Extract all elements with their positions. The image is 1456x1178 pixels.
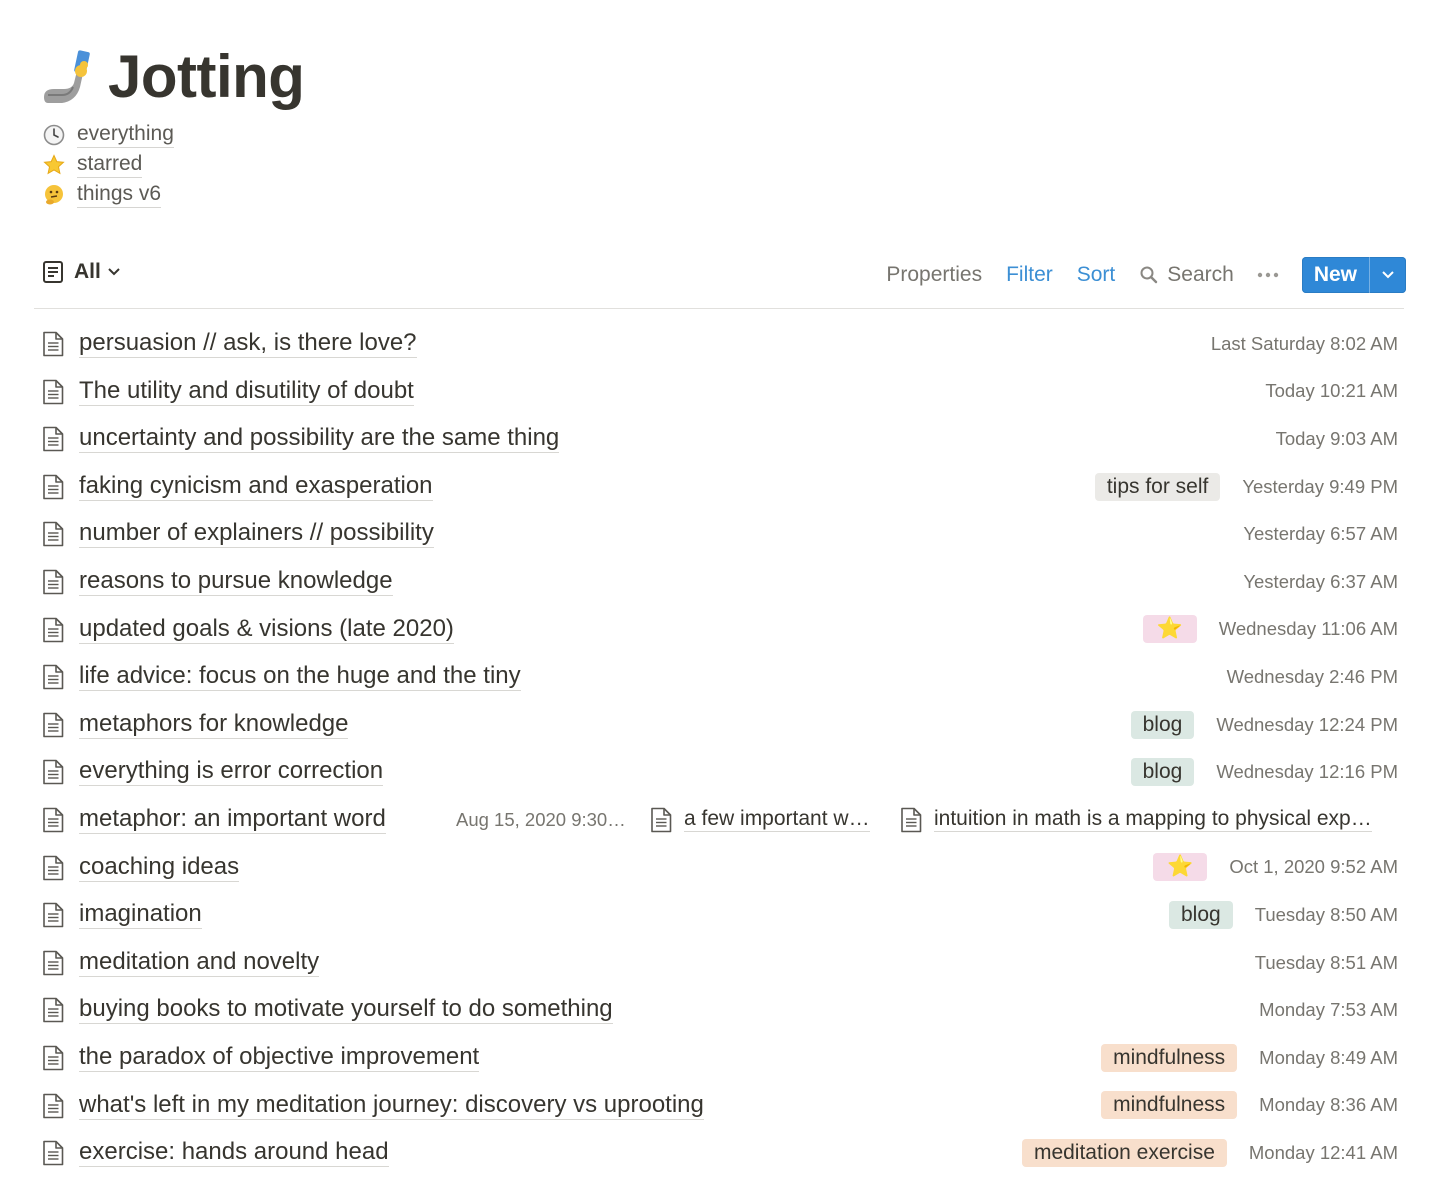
tag-badge: blog — [1131, 758, 1195, 786]
row-date: Last Saturday 8:02 AM — [1210, 332, 1398, 354]
list-item[interactable] — [40, 463, 1398, 511]
document-icon — [42, 664, 64, 690]
page-title-link[interactable]: updated goals & visions (late 2020) — [79, 614, 454, 642]
tag-badge: ⭐ — [1153, 853, 1207, 881]
document-icon — [42, 950, 64, 976]
tag-badge: blog — [1169, 901, 1233, 929]
toolbar-divider — [34, 308, 1404, 309]
row-date: Monday 12:41 AM — [1248, 1141, 1398, 1163]
view-switcher[interactable] — [42, 260, 121, 284]
tag-badge: tips for self — [1095, 473, 1221, 501]
document-icon — [42, 997, 64, 1023]
row-date: Yesterday 9:49 PM — [1242, 475, 1398, 497]
row-meta — [1211, 320, 1398, 368]
row-date: Wednesday 12:24 PM — [1216, 713, 1398, 735]
document-icon — [42, 569, 64, 595]
page-title-link[interactable]: metaphors for knowledge — [79, 709, 349, 737]
relation-link[interactable]: a few important w… — [650, 796, 870, 844]
document-icon — [42, 712, 64, 738]
document-icon — [42, 521, 64, 547]
row-date: Today 10:21 AM — [1265, 380, 1398, 402]
page-title-link[interactable]: life advice: focus on the huge and the tiny — [79, 662, 521, 690]
row-date: Yesterday 6:57 AM — [1243, 523, 1398, 545]
page-title-link[interactable]: coaching ideas — [79, 852, 240, 880]
page-title-link[interactable]: meditation and novelty — [79, 947, 320, 975]
list-item[interactable] — [40, 1034, 1398, 1082]
document-icon — [42, 474, 64, 500]
row-date: Yesterday 6:37 AM — [1243, 570, 1398, 592]
row-meta — [1265, 368, 1398, 416]
row-date: Tuesday 8:50 AM — [1254, 903, 1398, 925]
row-meta — [1259, 986, 1398, 1034]
search-label: Search — [1167, 263, 1234, 286]
row-meta — [1276, 415, 1398, 463]
link-label[interactable]: starred — [77, 152, 142, 178]
list-item[interactable] — [40, 844, 1398, 892]
row-meta — [1101, 1034, 1398, 1082]
tag-badge: ⭐ — [1143, 615, 1197, 643]
document-icon — [42, 617, 64, 643]
telephone-mobile-icon[interactable] — [40, 45, 96, 109]
toolbar-actions — [862, 256, 1406, 294]
list-item[interactable] — [40, 606, 1398, 654]
row-date: Monday 8:36 AM — [1259, 1094, 1398, 1116]
row-meta — [1131, 748, 1398, 796]
document-icon — [42, 1140, 64, 1166]
page-title-link[interactable]: persuasion // ask, is there love? — [79, 329, 417, 356]
row-date: Tuesday 8:51 AM — [1254, 951, 1398, 973]
page-title-link[interactable]: imagination — [79, 900, 202, 928]
list-item[interactable] — [40, 939, 1398, 987]
document-icon — [42, 331, 64, 357]
page-title-link[interactable]: metaphor: an important word — [79, 804, 386, 832]
list-view-icon — [42, 260, 64, 284]
view-label: All — [74, 260, 101, 283]
new-button-group — [1302, 257, 1406, 293]
row-meta — [1243, 510, 1398, 558]
page-title-link[interactable]: the paradox of objective improvement — [79, 1042, 480, 1070]
document-icon — [42, 855, 64, 881]
star-icon — [42, 153, 66, 177]
document-icon — [650, 807, 672, 833]
row-meta — [1095, 463, 1398, 511]
list-item[interactable] — [40, 415, 1398, 463]
row-date: Aug 15, 2020 9:30… — [456, 808, 626, 830]
document-icon — [42, 1045, 64, 1071]
list-item[interactable] — [40, 1129, 1398, 1177]
document-icon — [42, 902, 64, 928]
row-date: Wednesday 12:16 PM — [1216, 761, 1398, 783]
page-title-link[interactable]: The utility and disutility of doubt — [79, 376, 414, 404]
list-item[interactable] — [40, 891, 1398, 939]
database-toolbar — [40, 254, 1406, 294]
relation-link[interactable]: intuition in math is a mapping to physical exp… — [900, 796, 1372, 844]
row-meta — [1169, 891, 1398, 939]
page-title-link[interactable]: number of explainers // possibility — [79, 519, 434, 547]
list-item[interactable] — [40, 701, 1398, 749]
thinking-face-icon — [42, 183, 66, 207]
tag-badge: mindfulness — [1101, 1091, 1237, 1119]
document-icon — [42, 379, 64, 405]
row-meta — [1243, 558, 1398, 606]
link-things-v6[interactable] — [42, 180, 174, 210]
properties-button[interactable]: Properties — [886, 263, 983, 286]
page-title-link[interactable]: what's left in my meditation journey: discovery vs uprooting — [79, 1090, 704, 1118]
row-date: Today 9:03 AM — [1275, 427, 1398, 449]
more-options-button[interactable] — [1256, 271, 1280, 279]
document-icon — [42, 1093, 64, 1119]
document-icon — [42, 426, 64, 452]
page-title-link[interactable]: faking cynicism and exasperation — [79, 471, 433, 499]
link-label[interactable]: everything — [77, 122, 174, 148]
list-item[interactable] — [40, 986, 1398, 1034]
row-meta — [1255, 939, 1398, 987]
row-meta — [1101, 1082, 1398, 1130]
page-title-link[interactable]: everything is error correction — [79, 757, 384, 785]
filter-button[interactable]: Filter — [1006, 263, 1053, 286]
row-meta — [1143, 606, 1398, 654]
search-icon — [1139, 265, 1159, 285]
linked-pages — [42, 120, 174, 210]
page-title-link[interactable]: exercise: hands around head — [79, 1138, 389, 1166]
row-date: Monday 8:49 AM — [1259, 1046, 1398, 1068]
new-button[interactable]: New — [1313, 263, 1357, 286]
list-item[interactable] — [40, 748, 1398, 796]
row-date: Wednesday 11:06 AM — [1218, 618, 1398, 640]
page-list — [40, 320, 1398, 1177]
list-item[interactable] — [40, 510, 1398, 558]
document-icon — [900, 807, 922, 833]
page-title-link[interactable]: reasons to pursue knowledge — [79, 566, 393, 594]
page-title-link[interactable]: uncertainty and possibility are the same thing — [79, 424, 560, 452]
tag-badge: mindfulness — [1101, 1044, 1237, 1072]
row-meta — [1153, 844, 1398, 892]
more-icon — [1256, 271, 1280, 279]
new-dropdown-button[interactable] — [1369, 257, 1406, 293]
chevron-down-icon — [1381, 270, 1395, 280]
list-item[interactable] — [40, 796, 1398, 844]
row-date: Monday 7:53 AM — [1259, 999, 1398, 1021]
page-title-link[interactable]: buying books to motivate yourself to do something — [79, 995, 613, 1023]
link-label[interactable]: things v6 — [77, 182, 161, 208]
row-date: Wednesday 2:46 PM — [1226, 665, 1398, 687]
tag-badge: meditation exercise — [1022, 1139, 1227, 1167]
link-starred[interactable] — [42, 150, 174, 180]
row-date: Oct 1, 2020 9:52 AM — [1229, 856, 1398, 878]
list-item[interactable] — [40, 1082, 1398, 1130]
row-meta — [1022, 1129, 1398, 1177]
search-button[interactable] — [1139, 263, 1234, 287]
page-header — [40, 40, 304, 114]
row-meta — [1131, 701, 1398, 749]
list-item[interactable] — [40, 653, 1398, 701]
document-icon — [42, 759, 64, 785]
list-item[interactable] — [40, 558, 1398, 606]
tag-badge: blog — [1131, 711, 1195, 739]
list-item[interactable] — [40, 368, 1398, 416]
row-meta — [1227, 653, 1398, 701]
link-everything[interactable] — [42, 120, 174, 150]
clock-icon — [42, 123, 66, 147]
document-icon — [42, 807, 64, 833]
chevron-down-icon — [107, 267, 121, 277]
list-item[interactable] — [40, 320, 1398, 368]
sort-button[interactable]: Sort — [1076, 263, 1116, 286]
page-title: Jotting — [108, 43, 305, 110]
